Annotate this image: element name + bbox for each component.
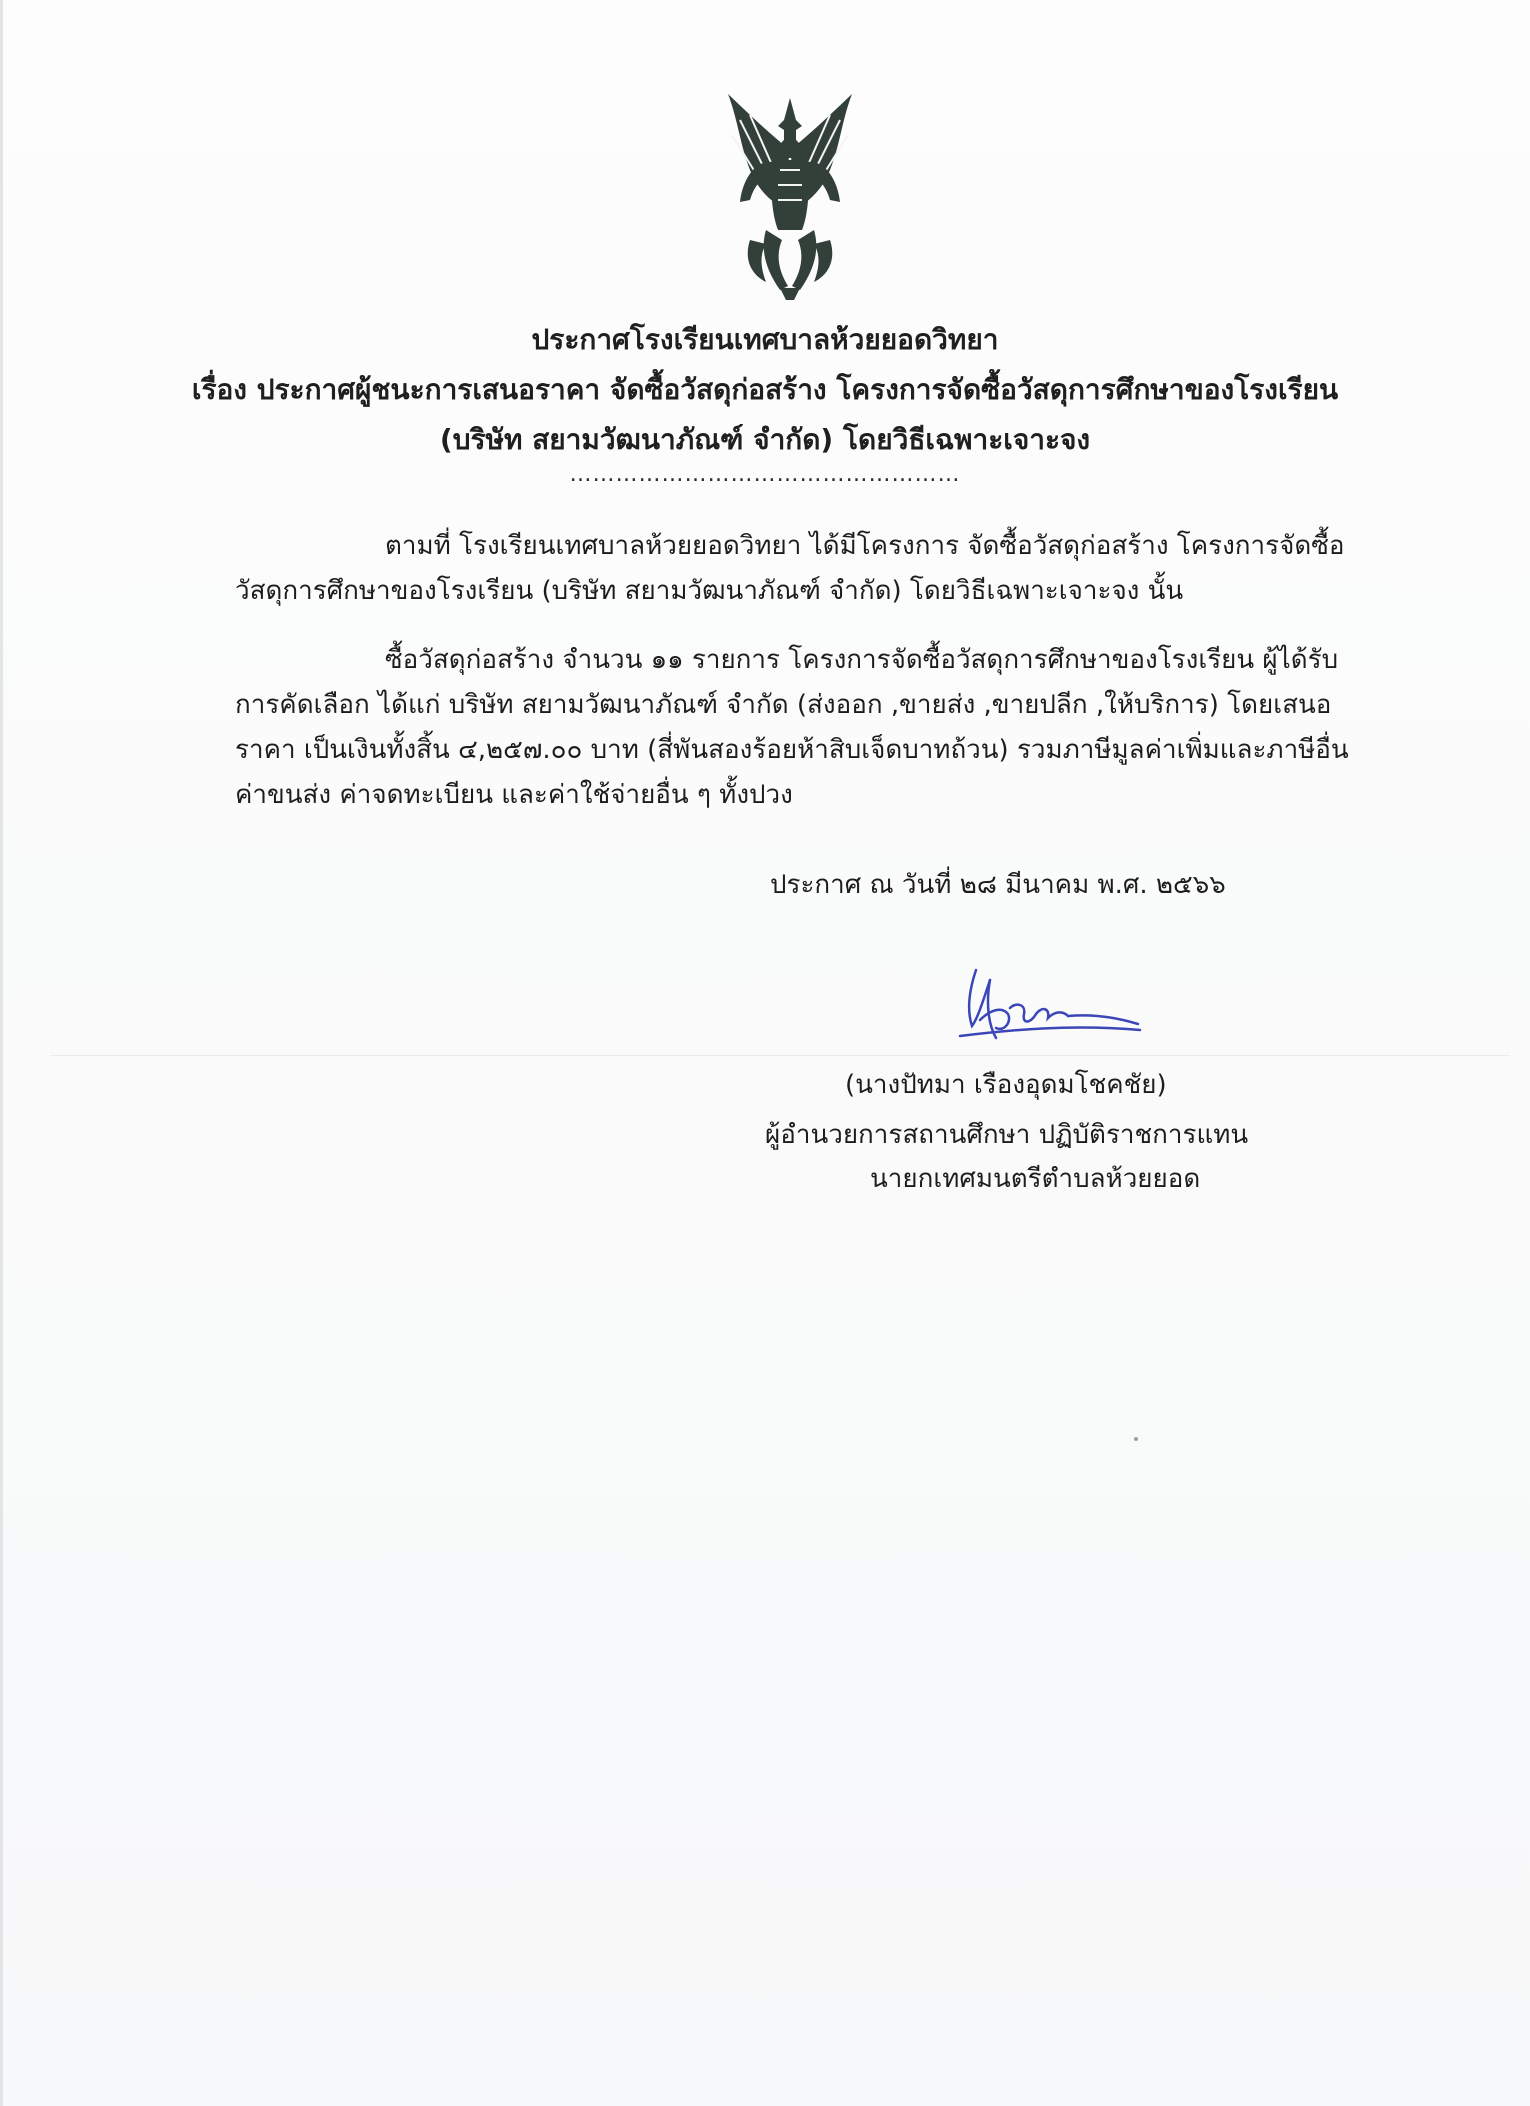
scan-speck xyxy=(1134,1437,1138,1441)
signer-position: ผู้อำนวยการสถานศึกษา ปฏิบัติราชการแทน xyxy=(765,1120,1249,1150)
paper-fold xyxy=(50,1055,1510,1056)
dotted-separator: …………………………………………… xyxy=(569,462,961,487)
paragraph-intro xyxy=(235,524,1380,614)
announcement-date: ประกาศ ณ วันที่ ๒๘ มีนาคม พ.ศ. ๒๕๖๖ xyxy=(770,870,1226,900)
signer-name: (นางปัทมา เรืองอุดมโชคชัย) xyxy=(845,1070,1167,1100)
announcement-subject: เรื่อง ประกาศผู้ชนะการเสนอราคา จัดซื้อวัสดุก่อสร้าง โครงการจัดซื้อวัสดุการศึกษาของโรงเรียน xyxy=(191,373,1339,406)
paragraph-award-text: ซื้อวัสดุก่อสร้าง จำนวน ๑๑ รายการ โครงการจัดซื้อวัสดุการศึกษาของโรงเรียน ผู้ได้รับการคัดเลือก ได้แก่ บริษัท สยามวัฒนาภัณฑ์ จำกัด (ส่งออก ,ขายส่ง ,ขายปลีก ,ให้บริการ) โดยเสนอราคา เป็นเงินทั้งสิ้น ๔,๒๕๗.๐๐ บาท (สี่พันสองร้อยห้าสิบเจ็ดบาทถ้วน) รวมภาษีมูลค่าเพิ่มและภาษีอื่น ค่าขนส่ง ค่าจดทะเบียน และค่าใช้จ่ายอื่น ๆ ทั้งปวง xyxy=(235,645,1349,810)
signer-position-secondary: นายกเทศมนตรีตำบลห้วยยอด xyxy=(870,1164,1201,1194)
paragraph-award xyxy=(235,638,1380,818)
scan-edge xyxy=(0,0,3,2106)
announcement-title: ประกาศโรงเรียนเทศบาลห้วยยอดวิทยา xyxy=(531,323,999,356)
handwritten-signature xyxy=(950,958,1150,1058)
announcement-subject-continued: (บริษัท สยามวัฒนาภัณฑ์ จำกัด) โดยวิธีเฉพาะเจาะจง xyxy=(439,423,1091,456)
paragraph-intro-text: ตามที่ โรงเรียนเทศบาลห้วยยอดวิทยา ได้มีโครงการ จัดซื้อวัสดุก่อสร้าง โครงการจัดซื้อวัสดุการศึกษาของโรงเรียน (บริษัท สยามวัฒนาภัณฑ์ จำกัด) โดยวิธีเฉพาะเจาะจง นั้น xyxy=(235,531,1345,606)
garuda-emblem-icon xyxy=(710,90,870,300)
